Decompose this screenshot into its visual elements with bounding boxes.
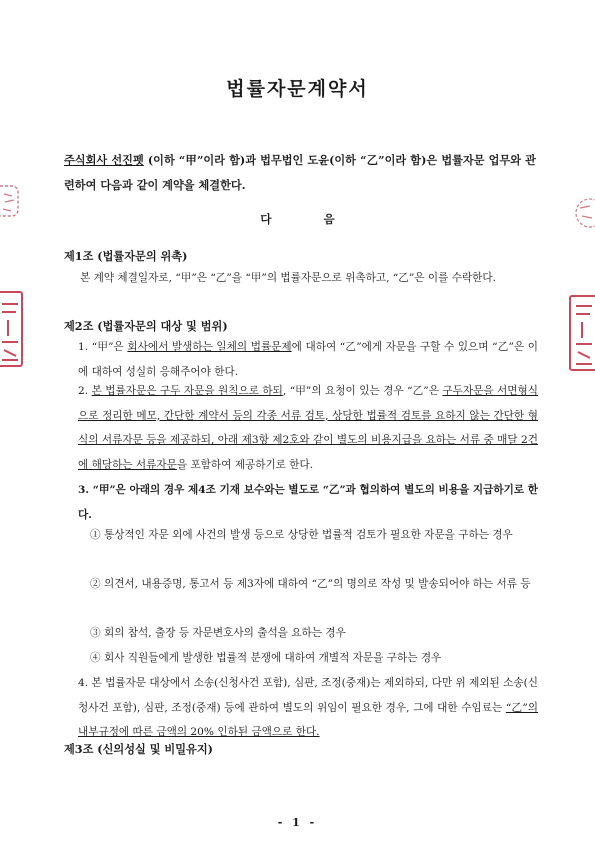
para-text: 에 대하여 “乙”에게 자문을 구할 수 있으며 “乙”은 이에 대하여 성실히 응해주어야 한다. xyxy=(78,341,539,378)
item-3 xyxy=(90,621,538,646)
left-seal-stamp xyxy=(0,290,26,370)
para-number: 2. xyxy=(78,385,89,397)
article-1-title: 제1조 (법률자문의 위촉) xyxy=(64,249,188,263)
article-2-para-3 xyxy=(78,478,538,527)
company-name: 주식회사 선진펫 xyxy=(64,153,144,167)
item-2 xyxy=(90,572,552,597)
para-number: 4. xyxy=(78,677,89,689)
para-number: 3. xyxy=(78,484,90,496)
underlined-text: 본 법률자문은 구두 자문을 원칙으로 하되 xyxy=(91,385,283,397)
item-text: 회의 참석, 출장 등 자문변호사의 출석을 요하는 경우 xyxy=(103,627,346,639)
underlined-text: “乙”의 내부규정에 따른 금액의 20% 인하된 금액으로 한다. xyxy=(78,701,538,738)
page-number: - 1 - xyxy=(277,816,318,829)
item-mark: ① xyxy=(90,529,101,541)
para-text: “甲”은 xyxy=(91,341,128,353)
item-text: 통상적인 자문 외에 사건의 발생 등으로 상당한 법률적 검토가 필요한 자문을 구하는 경우 xyxy=(103,529,513,541)
para-text: , “甲”의 요청이 있는 경우 “乙”은 xyxy=(282,385,443,397)
right-seal-stamp xyxy=(566,294,595,374)
para-text: 을 포함하여 제공하기로 한다. xyxy=(176,458,314,471)
item-4 xyxy=(90,646,538,671)
item-text: 의견서, 내용증명, 통고서 등 제3자에 대하여 “乙”의 명의로 작성 및 발송되어야 하는 서류 등 xyxy=(103,578,531,590)
article-2-title: 제2조 (법률자문의 대상 및 범위) xyxy=(64,319,228,333)
article-2-para-2 xyxy=(78,379,538,477)
section-heading: 다 음 xyxy=(260,212,359,226)
underlined-text: 구두자문을 서면형식으로 정리한 메모, 간단한 계약서 등의 각종 서류 검토, 상당한 법률적 검토를 요하지 않는 간단한 형식의 서류자문 등을 제공하되, 아래 제3항 제2호와 같이 별도의 비용지급을 요하는 서류 중 매달 2건에 해당하는 서류자문 xyxy=(78,385,538,471)
para-number: 1. xyxy=(78,341,89,353)
item-mark: ③ xyxy=(90,627,101,639)
item-1 xyxy=(90,523,552,548)
article-2-para-4 xyxy=(78,671,538,745)
document-title: 법률자문계약서 xyxy=(226,78,369,100)
article-1-body: 본 계약 체결일자로, “甲”은 “乙”을 “甲”의 법률자문으로 위촉하고, “乙”은 이를 수락한다. xyxy=(80,272,497,284)
intro-paragraph xyxy=(64,148,536,198)
item-mark: ④ xyxy=(90,652,101,664)
intro-text: (이하 “甲”이라 함)과 법무법인 도윤(이하 “乙”이라 함)은 법률자문 업무와 관련하여 다음과 같이 계약을 체결한다. xyxy=(64,153,536,192)
underlined-text: 회사에서 발생하는 일체의 법률문제 xyxy=(127,341,292,353)
article-3-title: 제3조 (신의성실 및 비밀유지) xyxy=(64,742,213,756)
item-mark: ② xyxy=(90,578,101,590)
article-2-para-1 xyxy=(78,335,538,384)
para-text: “甲”은 아래의 경우 제4조 기재 보수와는 별도로 “乙”과 협의하여 별도의 비용을 지급하기로 한다. xyxy=(78,484,538,521)
para-text: 본 법률자문 대상에서 소송(신청사건 포함), 심판, 조정(중재)는 제외하되, 다만 위 제외된 소송(신청사건 포함), 심판, 조정(중재) 등에 관하여 별도의 위임이 필요한 경우, 그에 대한 수임료는 xyxy=(78,677,538,714)
item-text: 회사 직원들에게 발생한 법률적 분쟁에 대하여 개별적 자문을 구하는 경우 xyxy=(103,652,442,664)
